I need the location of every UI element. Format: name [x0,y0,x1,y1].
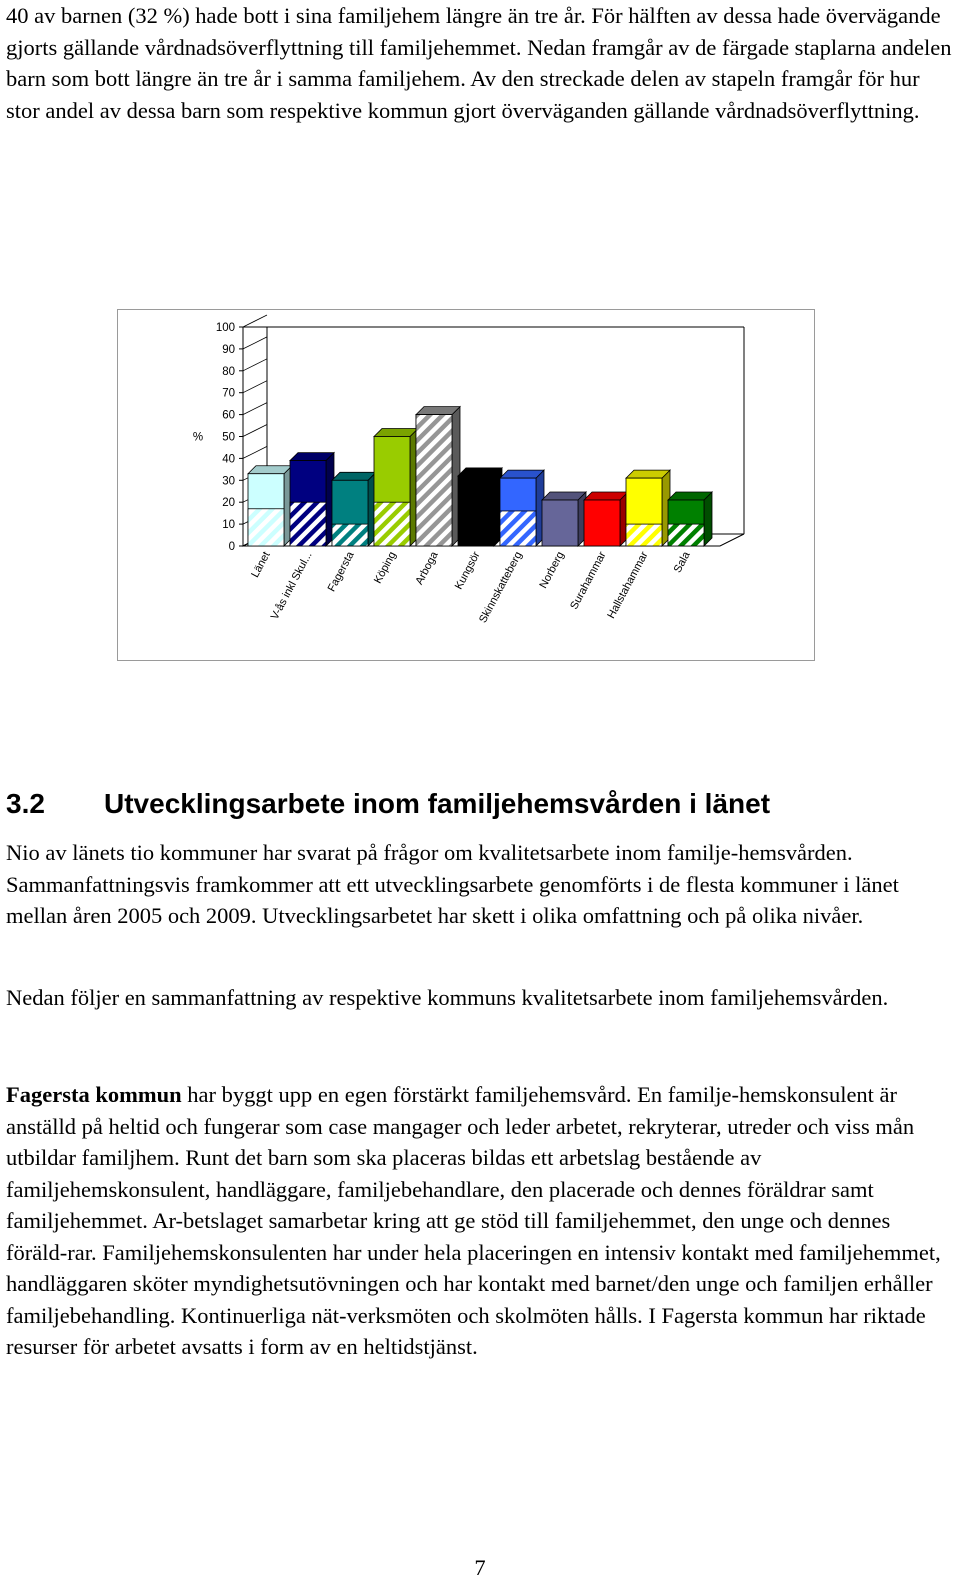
bar-top-6 [500,470,544,478]
bar-top-4 [416,407,460,415]
bar-hatched-0 [248,509,284,546]
y-tick-label: 60 [222,409,235,422]
y-tick-wall-line [243,315,267,327]
y-tick-label: 80 [222,365,235,378]
y-tick-wall-line [243,403,267,415]
bar-side-10 [704,492,712,546]
y-tick-wall-line [243,359,267,371]
section-number: 3.2 [6,788,45,819]
bar-chart-svg [118,310,814,660]
category-label: Arboga [413,549,441,587]
y-tick-label: 20 [222,497,235,510]
bar-hatched-10 [668,524,704,546]
bar-top-2 [332,472,376,480]
category-label: Sala [671,549,693,575]
bar-hatched-1 [290,502,326,546]
y-tick-label: 90 [222,343,235,356]
category-label: Skinnskatteberg [477,549,525,626]
category-label: Surahammar [568,549,609,612]
y-tick-label: 30 [222,475,235,488]
bar-hatched-3 [374,502,410,546]
y-tick-label: 70 [222,387,235,400]
paragraph-summary-intro: Nedan följer en sammanfattning av respektive kommuns kvalitetsarbete inom familjehemsvården. [6,985,889,1010]
bar-top-7 [542,492,586,500]
category-label: Fagersta [325,549,357,594]
category-label: Norberg [537,549,567,591]
bar-chart [117,309,815,661]
fagersta-lead: Fagersta kommun [6,1082,182,1107]
y-tick-label: 100 [215,322,235,334]
y-tick-wall-line [243,446,267,458]
bar-7 [542,500,578,546]
category-label: V-ås inkl Skul... [268,549,315,622]
fagersta-body: har byggt upp en egen förstärkt familjehemsvård. En familje-hemskonsulent är anställd på heltid och fungerar som case mangager och leder arbetet, rekryterar, utreder och viss mån utbildar familjhem. Runt det barn som ska placeras bildas ett arbetslag bestående av familjehemskonsulent, handläggare, familjebehandlare, den placerade och dennes föräldrar samt familjehemmet. Ar-betslaget samarbetar kring att ge stöd till familjehemmet, den unge och dennes föräld-rar. Familjehemskonsulenten har under hela placeringen en intensiv kontakt med familjehemmet, handläggaren sköter myndighetsutövningen och har kontakt med barnet/den unge och familjen erhåller familjebehandling. Kontinuerliga nät-verksmöten och skolmöten hålls. I Fagersta kommun har riktade resurser för arbetet avsatts i form av en heltidstjänst. [6,1082,941,1359]
section-title: Utvecklingsarbete inom familjehemsvården i länet [104,788,771,819]
y-axis-title: % [192,431,204,444]
bar-hatched-9 [626,524,662,546]
bar-top-10 [668,492,712,500]
section-heading [6,786,770,822]
category-label: Länet [249,549,273,580]
y-tick-label: 10 [222,519,235,532]
paragraph-quality-work: Nio av länets tio kommuner har svarat på frågor om kvalitetsarbete inom familje-hemsvården. Sammanfattningsvis framkommer att ett utvecklingsarbete genomförts i de flesta kommuner i länet mellan åren 2005 och 2009. Utvecklingsarbetet har skett i olika omfattning och på olika nivåer. [6,840,899,928]
y-tick-label: 50 [222,431,235,444]
bar-8 [584,500,620,546]
bar-top-8 [584,492,628,500]
bar-5 [458,476,494,546]
bar-top-5 [458,468,502,476]
y-tick-wall-line [243,337,267,349]
bar-top-3 [374,429,418,437]
category-label: Kungsör [452,549,483,592]
y-tick-wall-line [243,381,267,393]
bar-hatched-4 [416,415,452,546]
bar-top-0 [248,466,292,474]
bar-top-9 [626,470,670,478]
y-tick-label: 0 [228,541,235,553]
bar-top-1 [290,453,334,461]
y-tick-label: 40 [222,453,235,466]
y-tick-wall-line [243,425,267,437]
page-number: 7 [474,1555,486,1580]
paragraph-fagersta [6,1079,952,1363]
category-label: Hallstahammar [605,549,651,621]
intro-paragraph: 40 av barnen (32 %) hade bott i sina familjehem längre än tre år. För hälften av dessa hade övervägande gjorts gällande vårdnadsöverflyttning till familjehemmet. Nedan framgår av de färgade staplarna andelen barn som bott längre än tre år i samma familjehem. Av den streckade delen av stapeln framgår för hur stor andel av dessa barn som respektive kommun gjort överväganden gällande vårdnadsöverflyttning. [6,3,952,123]
category-label: Köping [371,549,399,586]
bar-hatched-6 [500,511,536,546]
bar-hatched-2 [332,524,368,546]
